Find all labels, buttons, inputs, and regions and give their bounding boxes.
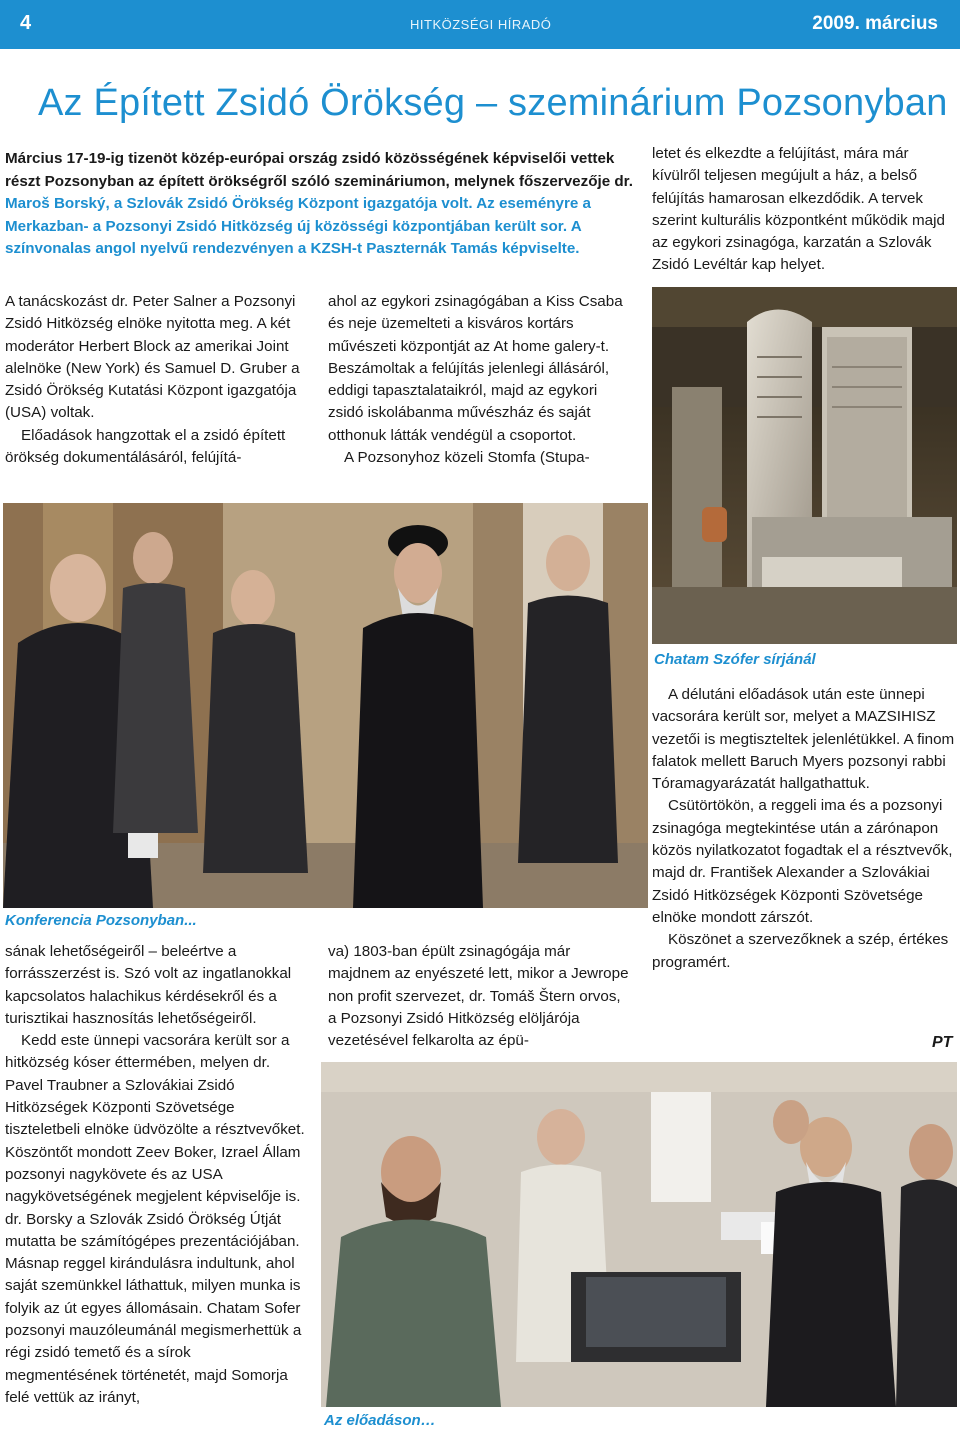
caption-lecture: Az előadáson…: [324, 1412, 436, 1429]
paragraph: letet és elkezdte a felújítást, mára már kívülről teljesen megújult a ház, a belső felújítás hamarosan elkezdődik. A tervek szerint kulturális központként működik majd az egykori zsinagóga, karzatán a Szlovák Zsidó Levéltár kap helyet.: [652, 145, 945, 274]
issue-date: 2009. március: [812, 13, 938, 34]
paragraph: Csütörtökön, a reggeli ima és a pozsonyi zsinagóga megtekintése után a zárónapon közös nyilatkozatot fogadtak el a résztvevők, majd dr. František Alexander a Szlovákiai Zsidó Hitközségek Központi Szövetsége elnöke mondott zárszót.: [652, 797, 953, 926]
lecture-photo: [321, 1062, 957, 1407]
paragraph: Kedd este ünnepi vacsorára került sor a hitközség kóser éttermében, melyen dr. Pavel Traubner a Szlovákiai Zsidó Hitközségek Központi Szövetsége tiszteletbeli elnöke üdvözölte a résztvevőket. Köszöntőt mondott Zeev Boker, Izrael Állam pozsonyi nagykövete és az USA nagykövetségének megjelent képviselője is. dr. Borsky a Szlovák Zsidó Örökség Útját mutatta be számítógépes prezentációjában. Másnap reggel kirándulásra indultunk, ahol saját szemünkkel láthattuk, milyen munka is folyik az út egyes állomásain. Chatam Sofer pozsonyi mauzóleumánál megismerhettük a régi zsidó temető és a sírok megmentésének történetét, majd Somorja felé vettük az irányt,: [5, 1032, 305, 1406]
paragraph: Köszönet a szervezőknek a szép, értékes programért.: [652, 931, 949, 971]
paragraph: Előadások hangzottak el a zsidó épített örökség dokumentálásáról, felújítá-: [5, 426, 286, 467]
paragraph: va) 1803-ban épült zsinagógája már majdnem az enyészeté lett, mikor a Jewrope non profit szervezet, dr. Tomáš Štern orvos, a Pozsonyi Zsidó Hitközség elöljárója vezetésével felkarolta az épü-: [328, 943, 629, 1050]
paragraph: ahol az egykori zsinagógában a Kiss Csaba és neje üzemelteti a kisváros kortárs művészeti központját az At home galery-t. Beszámoltak a felújítás jelenlegi állásáról, eddigi tapasztalataikról, majd az egykori zsidó iskolábanma művészház és saját otthonuk látták vendégül a csoportot.: [328, 293, 623, 444]
col3-bottom-text: [652, 684, 955, 974]
paragraph: sának lehetőségeiről – beleértve a forrásszerzést is. Szó volt az ingatlanokkal kapcsolatos halachikus kérdésekről és a turisztikai hasznosítás lehetőségeiről.: [5, 943, 292, 1027]
tomb-photo: [652, 287, 957, 644]
paragraph: A Pozsonyhoz közeli Stomfa (Stupa-: [344, 449, 590, 467]
article-lead: [5, 148, 637, 261]
col1-bottom-text: [5, 941, 305, 1409]
paragraph: A délutáni előadások után este ünnepi vacsorára került sor, melyet a MAZSIHISZ vezetői is megtiszteltek jelenlétükkel. A finom falatok mellett Baruch Myers pozsonyi rabbi Tóramagyarázatát hallgathattuk.: [652, 686, 955, 793]
caption-conference: Konferencia Pozsonyban...: [5, 912, 197, 929]
col2-top-text: [328, 291, 630, 469]
lead-text: Március 17-19-ig tizenöt közép-európai ország zsidó közösségének képviselői vettek részt Pozsonyban az épített örökségről szóló szemináriumon, melynek főszervezője dr.: [5, 150, 633, 190]
publication-name: HITKÖZSÉGI HÍRADÓ: [410, 17, 552, 32]
col1-top-text: [5, 291, 305, 469]
conference-photo: [3, 503, 648, 908]
col3-top-text: [652, 143, 955, 277]
paragraph: A tanácskozást dr. Peter Salner a Pozsonyi Zsidó Hitközség elnöke nyitotta meg. A két moderátor Herbert Block az amerikai Joint alelnöke (New York) és Samuel D. Gruber a Zsidó Örökség Kutatási Központ igazgatója (USA) voltak.: [5, 293, 300, 422]
col2-bottom-text: [328, 941, 630, 1052]
page-header: [0, 0, 960, 49]
article-title: Az Épített Zsidó Örökség – szeminárium Pozsonyban: [38, 82, 948, 124]
author-signature: PT: [932, 1034, 953, 1051]
page-number: 4: [20, 12, 32, 34]
lead-highlight: Maroš Borský, a Szlovák Zsidó Örökség Központ igazgatója volt. Az eseményre a Merkazban- a Pozsonyi Zsidó Hitközség új közösségi központjában került sor. A színvonalas angol nyelvű rendezvényen a KZSH-t Paszternák Tamás képviselte.: [5, 195, 592, 257]
caption-tomb: Chatam Szófer sírjánál: [654, 651, 816, 668]
